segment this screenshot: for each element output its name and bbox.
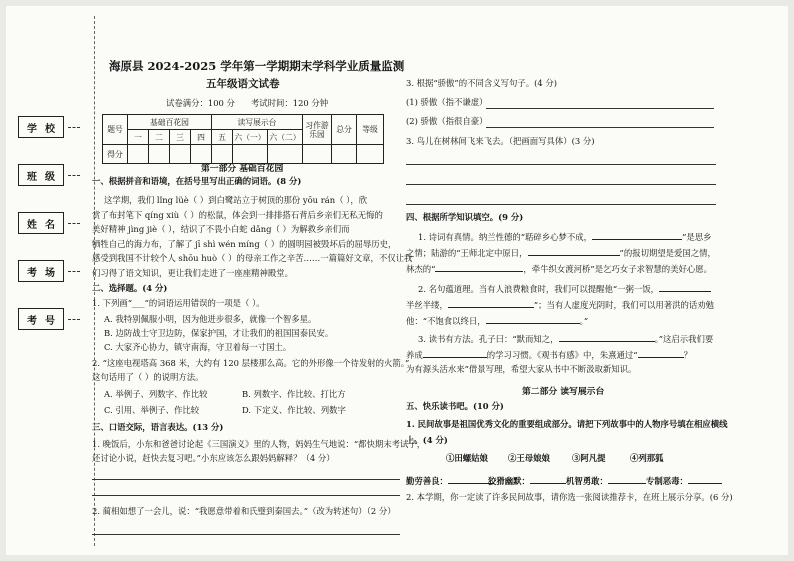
q5-fill-2 xyxy=(488,474,566,487)
q4-1-line-a xyxy=(418,230,711,243)
q1-heading: 一、根据拼音和语境，在括号里写出正确的词语。(8 分) xyxy=(92,176,302,186)
exam-sheet xyxy=(6,6,788,555)
q4-3-line-b xyxy=(406,348,692,361)
q4-2-line-c xyxy=(406,314,588,327)
q4-1-text: ，牵牛织女渡河桥”是乞巧女子求智慧的美好心愿。 xyxy=(523,264,712,274)
q4-3-line-c: 为有源头活水来”借景写理，希望大家从书中不断汲取新知识。 xyxy=(406,364,637,374)
exam-room-label: 考场 xyxy=(18,260,64,282)
score-cell[interactable] xyxy=(128,145,149,164)
q3-1-stem: 1. 晚饭后，小东和爸爸讨论起《三国演义》里的人物，妈妈生气地说：“都快期末考试了， xyxy=(92,439,426,449)
q5-fill-label: 专制恶毒： xyxy=(646,476,688,486)
exam-number-line xyxy=(68,319,80,320)
q1-passage xyxy=(92,193,413,280)
q4-1-blank[interactable] xyxy=(592,230,682,240)
q1-line: 感受到我国不计较个人 shōu huò（ ）的母亲工作之辛苦……一篇篇好文章，不仅让我 xyxy=(92,253,413,263)
score-cell[interactable] xyxy=(332,145,357,164)
q4-1-line-b xyxy=(406,246,716,259)
q4-2-text: 他：“不饱食以终日， xyxy=(406,316,486,326)
score-col: 六（二） xyxy=(268,130,303,145)
fold-line xyxy=(94,16,95,546)
q4-2-blank[interactable] xyxy=(448,298,534,308)
q3-3-a-answer-line[interactable] xyxy=(486,108,714,109)
q2-2-stem-b: 这句话用了（ ）的说明方法。 xyxy=(92,372,204,382)
q3-3-a: (1) 骄傲（指不谦虚） xyxy=(406,97,488,107)
q4-3-blank[interactable] xyxy=(423,348,487,358)
q4-2-text: 。” xyxy=(579,316,589,326)
exam-title: 海原县 2024-2025 学年第一学期期末学科学业质量监测 xyxy=(109,59,405,73)
score-level-header: 等级 xyxy=(357,115,384,145)
score-col: 四 xyxy=(191,130,212,145)
q4-2-line-a xyxy=(418,282,711,295)
score-row-label: 得分 xyxy=(103,145,128,164)
q3-4-answer-line[interactable] xyxy=(406,184,716,185)
score-cell[interactable] xyxy=(170,145,191,164)
q5-fill-3 xyxy=(566,474,646,487)
q2-2-option-b: B. 列数字、作比较、打比方 xyxy=(242,389,346,399)
name-line xyxy=(68,223,80,224)
score-col: 一 xyxy=(128,130,149,145)
q3-1-stem-b: 还讨论小说，赶快去复习吧。”小东应该怎么跟妈妈解释？（4 分） xyxy=(92,453,335,463)
score-col: 二 xyxy=(149,130,170,145)
q4-1-blank[interactable] xyxy=(528,246,620,256)
q4-2-text: 半丝半缕， xyxy=(406,300,448,310)
score-group-reading: 读写展示台 xyxy=(212,115,303,130)
q5-option-3: ③阿凡提 xyxy=(572,453,606,463)
q4-2-text: ”；当有人虚度光阴时，我们可以用著洪的话劝勉 xyxy=(533,300,715,310)
q2-2-option-c: C. 引用、举例子、作比较 xyxy=(104,405,200,415)
class-label: 班级 xyxy=(18,164,64,186)
q4-heading: 四、根据所学知识填空。(9 分) xyxy=(406,212,524,222)
score-cell[interactable] xyxy=(357,145,384,164)
q5-1-stem-b: 上。(4 分) xyxy=(406,435,448,445)
class-line xyxy=(68,175,80,176)
q4-3-text: 3. 读书有方法。孔子曰：“默而知之， xyxy=(418,334,559,344)
school-line xyxy=(68,127,80,128)
q4-1-text: 之情；陆游的“王师北定中原日， xyxy=(406,248,528,258)
q5-fill-blank[interactable] xyxy=(448,474,494,484)
part1-title: 第一部分 基础百花园 xyxy=(201,164,284,174)
q4-1-text: ”是思乡 xyxy=(682,232,712,242)
q1-line: 牺牲自己的海力布，了解了 jī shì wén míng（ ）的圆明园被毁坏后的屈辱历史， xyxy=(92,238,397,249)
part2-title: 第二部分 读写展示台 xyxy=(522,387,605,397)
score-group-basic: 基础百花园 xyxy=(128,115,212,130)
q1-line: 美好精神 jìng jiè（ ），结识了不畏小白蛇 dǎng（ ）为解救乡亲们而 xyxy=(92,224,350,234)
q4-1-text: 林杰的“ xyxy=(406,264,436,274)
q2-1-option-a: A. 我特别佩服小明，因为他进步很多，就像一个智多星。 xyxy=(104,314,317,324)
q3-4-stem: 3. 鸟儿在树林间飞来飞去。（把画面写具体）(3 分) xyxy=(406,136,595,146)
score-row-label: 题号 xyxy=(103,115,128,145)
score-col: 六（一） xyxy=(233,130,268,145)
q5-fill-label: 狡猾幽默： xyxy=(488,476,530,486)
q5-heading: 五、快乐读书吧。(10 分) xyxy=(406,401,504,411)
q4-1-line-c xyxy=(406,262,712,275)
q5-fill-label: 机智勇敢： xyxy=(566,476,608,486)
q3-3-b: (2) 骄傲（指很自豪） xyxy=(406,116,488,126)
q4-3-blank[interactable] xyxy=(638,348,684,358)
score-group-writing: 习作游乐园 xyxy=(303,115,332,145)
q4-3-text: 的学习习惯。《观书有感》中，朱熹通过“ xyxy=(486,350,638,360)
q3-4-answer-line[interactable] xyxy=(406,204,716,205)
school-label: 学校 xyxy=(18,116,64,138)
q4-2-blank[interactable] xyxy=(659,282,711,292)
q5-fill-4 xyxy=(646,474,722,487)
q1-line: 赏了布封笔下 qíng xiù（ ）的松鼠，体会到一排排搭石背后乡亲们无私无悔的 xyxy=(92,209,383,220)
q3-heading: 三、口语交际，语言表达。(13 分) xyxy=(92,422,224,432)
q4-3-line-a xyxy=(418,332,713,345)
q4-2-line-b xyxy=(406,298,714,311)
q4-1-text: ”的报切期望是爱国之情， xyxy=(619,248,716,258)
q3-1-answer-line[interactable] xyxy=(92,495,400,496)
q4-2-blank[interactable] xyxy=(486,314,580,324)
q2-1-options xyxy=(104,312,333,354)
exam-subtitle: 五年级语文试卷 xyxy=(206,78,280,90)
q5-fill-1 xyxy=(406,474,494,487)
q2-2-stem: 2. “这座电视塔高 368 米，大约有 120 层楼那么高。它的外形像一个待发射的火箭。” xyxy=(92,358,410,368)
score-col: 三 xyxy=(170,130,191,145)
q3-3-b-answer-line[interactable] xyxy=(486,127,714,128)
q3-2-stem: 2. 蔺相如想了一会儿，说：“我愿意带着和氏璧到秦国去。”（改为转述句）（2 分） xyxy=(92,506,396,516)
score-cell[interactable] xyxy=(149,145,170,164)
q5-fill-blank[interactable] xyxy=(530,474,566,484)
q4-2-text: 2. 名句蕴道理。当有人浪费粮食时，我们可以提醒他“一粥一饭， xyxy=(418,284,660,294)
q2-1-option-b: B. 边防战士守卫边防，保家护国，才让我们的祖国国泰民安。 xyxy=(104,328,334,338)
score-table xyxy=(102,114,384,164)
q5-fill-blank[interactable] xyxy=(608,474,646,484)
q2-1-option-c: C. 大家齐心协力，镇守南海，守卫着每一寸国土。 xyxy=(104,342,292,352)
q5-fill-label: 勤劳善良： xyxy=(406,476,448,486)
q3-1-answer-line[interactable] xyxy=(92,479,400,480)
q5-option-4: ④列那狐 xyxy=(630,453,664,463)
q2-2-option-d: D. 下定义、作比较、列数字 xyxy=(242,405,346,415)
q4-3-text: 。”这启示我们要 xyxy=(654,334,714,344)
exam-room-line xyxy=(68,271,80,272)
q3-3-stem: 3. 根据“骄傲”的不同含义写句子。(4 分) xyxy=(406,78,557,88)
q5-2-stem: 2. 本学期，你一定读了许多民间故事，请你选一张阅读推荐卡，在班上展示分享。(6 分) xyxy=(406,492,733,502)
q3-4-answer-line[interactable] xyxy=(406,164,716,165)
q2-heading: 二、选择题。(4 分) xyxy=(92,283,168,293)
q1-line: 们习得了语文知识，更让我们走进了一座座精神殿堂。 xyxy=(92,267,293,278)
q1-line: 这学期，我们 lǐng lüè（ ）到白鹭站立于树顶的那份 yōu rán（ ），欣 xyxy=(104,195,368,205)
name-label: 姓名 xyxy=(18,212,64,234)
q5-fill-blank[interactable] xyxy=(688,474,722,484)
q5-option-1: ①田螺姑娘 xyxy=(446,453,488,463)
q5-option-2: ②王母娘娘 xyxy=(508,453,550,463)
score-col: 五 xyxy=(212,130,233,145)
score-total-header: 总分 xyxy=(332,115,357,145)
q4-1-blank[interactable] xyxy=(435,262,523,272)
q2-1-stem: 1. 下列画“___”的词语运用错误的一项是（ ）。 xyxy=(92,298,265,308)
q3-2-answer-line[interactable] xyxy=(92,534,400,535)
exam-meta: 试卷满分：100 分 考试时间：120 分钟 xyxy=(166,98,329,108)
exam-number-label: 考号 xyxy=(18,308,64,330)
q4-3-blank[interactable] xyxy=(559,332,655,342)
q4-3-text: 养成 xyxy=(406,350,423,360)
q5-1-stem: 1. 民间故事是祖国优秀文化的重要组成部分。请把下列故事中的人物序号填在相应横线 xyxy=(406,419,728,429)
q2-2-option-a: A. 举例子、列数字、作比较 xyxy=(104,389,208,399)
q4-1-text: 1. 诗词有真情。纳兰性德的“聒碎乡心梦不成， xyxy=(418,232,593,242)
q4-3-text: ？ xyxy=(683,350,692,360)
score-cell[interactable] xyxy=(303,145,332,164)
